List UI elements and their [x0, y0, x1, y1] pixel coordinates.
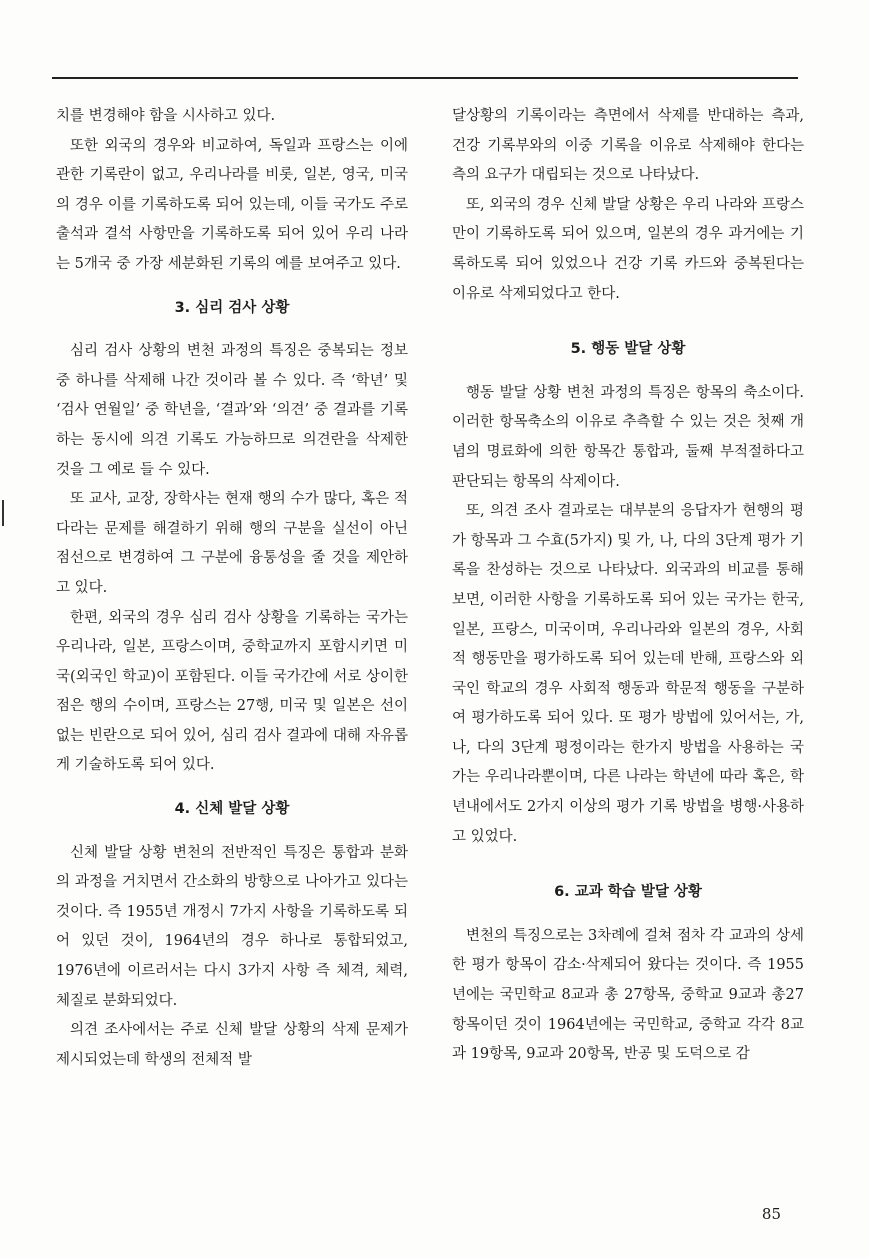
paragraph: 행동 발달 상황 변천 과정의 특징은 항목의 축소이다. 이러한 항목축소의 이유로 추측할 수 있는 것은 첫째 개념의 명료화에 의한 항목간 통합과, 둘째 부적절하다고 판단되는 항목의 삭제이다.: [452, 384, 804, 490]
paragraph: 한편, 외국의 경우 심리 검사 상황을 기록하는 국가는 우리나라, 일본, 프랑스이며, 중학교까지 포함시키면 미국(외국인 학교)이 포함된다. 이들 국가간에 서로 상이한 점은 행의 수이며, 프랑스는 27행, 미국 및 일본은 선이 없는 빈란으로 되어 있어, 심리 검사 결과에 대해 자유롭게 기술하도록 되어 있다.: [56, 609, 408, 774]
paragraph: 또한 외국의 경우와 비교하여, 독일과 프랑스는 이에 관한 기록란이 없고, 우리나라를 비롯, 일본, 영국, 미국의 경우 이를 기록하도록 되어 있는데, 이들 국가도 주로 출석과 결석 사항만을 기록하도록 되어 있어 우리 나라는 5개국 중 가장 세분화된 기록의 예를 보여주고 있다.: [56, 137, 408, 272]
page-number: 85: [761, 1205, 781, 1223]
paragraph: 달상황의 기록이라는 측면에서 삭제를 반대하는 측과, 건강 기록부와의 이중 기록을 이유로 삭제해야 한다는 측의 요구가 대립되는 것으로 나타났다.: [452, 108, 804, 184]
paragraph: 치를 변경해야 함을 시사하고 있다.: [56, 108, 276, 124]
margin-mark: [2, 500, 4, 526]
left-column: [56, 102, 408, 1075]
paragraph: 신체 발달 상황 변천의 전반적인 특징은 통합과 분화의 과정을 거치면서 간소화의 방향으로 나아가고 있다는 것이다. 즉 1955년 개정시 7가지 사항을 기록하도록 되어 있던 것이, 1964년의 경우 하나로 통합되었고, 1976년에 이르러서는 다시 3가지 사항 즉 체격, 체력, 체질로 분화되었다.: [56, 844, 408, 1009]
paragraph: 또 교사, 교장, 장학사는 현재 행의 수가 많다, 혹은 적다라는 문제를 해결하기 위해 행의 구분을 실선이 아닌 점선으로 변경하여 그 구분에 융통성을 줄 것을 제안하고 있다.: [56, 491, 408, 596]
paragraph: 심리 검사 상황의 변천 과정의 특징은 중복되는 정보 중 하나를 삭제해 나간 것이라 볼 수 있다. 즉 ‘학년’ 및 ‘검사 연월일’ 중 학년을, ‘결과’와 ‘의견’ 중 결과를 기록하는 동시에 의견 기록도 가능하므로 의견란을 삭제한 것을 그 예로 들 수 있다.: [56, 343, 408, 478]
right-column: [452, 102, 804, 1070]
section-heading-6: 6. 교과 학습 발달 상황: [554, 884, 702, 901]
paragraph: 또, 의견 조사 결과로는 대부분의 응답자가 현행의 평가 항목과 그 수효(5가지) 및 가, 나, 다의 3단계 평가 기록을 찬성하는 것으로 나타났다. 외국과의 비교를 통해 보면, 이러한 사항을 기록하도록 되어 있는 국가는 한국, 일본, 프랑스, 미국이며, 우리나라와 일본의 경우, 사회적 행동만을 평가하도록 되어 있는데 반해, 프랑스와 외국인 학교의 경우 사회적 행동과 학문적 행동을 구분하여 평가하도록 되어 있다. 또 평가 방법에 있어서는, 가, 나, 다의 3단계 평정이라는 한가지 방법을 사용하는 국가는 우리나라뿐이며, 다른 나라는 학년에 따라 혹은, 학년내에서도 2가지 이상의 평가 기록 방법을 병행·사용하고 있었다.: [452, 503, 804, 845]
paragraph: 의견 조사에서는 주로 신체 발달 상황의 삭제 문제가 제시되었는데 학생의 전체적 발: [56, 1022, 408, 1068]
header-rule: [52, 77, 798, 79]
section-heading-3: 3. 심리 검사 상황: [174, 299, 290, 316]
paragraph: 또, 외국의 경우 신체 발달 상황은 우리 나라와 프랑스만이 기록하도록 되어 있으며, 일본의 경우 과거에는 기록하도록 되어 있었으나 건강 기록 카드와 중복된다는 이유로 삭제되었다고 한다.: [452, 196, 804, 302]
section-heading-4: 4. 신체 발달 상황: [174, 801, 290, 818]
paragraph: 변천의 특징으로는 3차례에 걸쳐 점차 각 교과의 상세한 평가 항목이 감소·삭제되어 왔다는 것이다. 즉 1955년에는 국민학교 8교과 총 27항목, 중학교 9교과 총27항목이던 것이 1964년에는 국민학교, 중학교 각각 8교과 19항목, 9교과 20항목, 반공 및 도덕으로 감: [452, 927, 804, 1063]
section-heading-5: 5. 행동 발달 상황: [570, 341, 686, 358]
